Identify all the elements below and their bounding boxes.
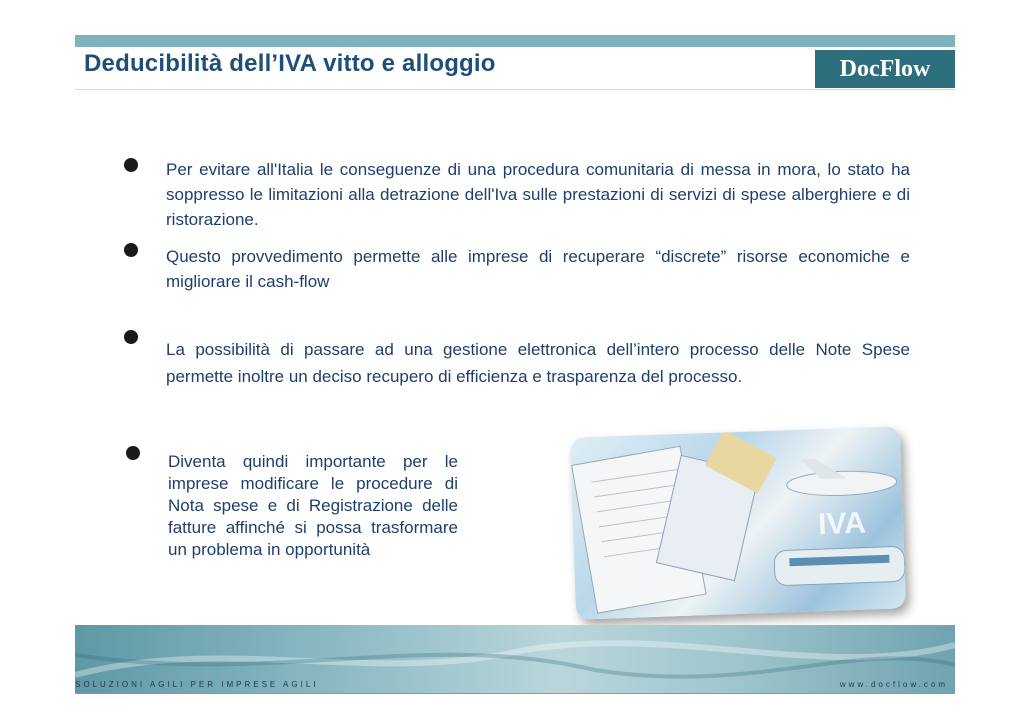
bullet-dot-1 <box>124 158 138 172</box>
header-accent-bar <box>75 35 955 47</box>
bullet-text-2: Questo provvedimento permette alle imprese di recuperare “discrete” risorse economiche e migliorare il cash-flow <box>166 247 910 291</box>
docflow-logo: DocFlow <box>815 50 955 88</box>
footer-divider <box>75 693 955 694</box>
page-title: Deducibilità dell’IVA vitto e alloggio <box>84 50 496 77</box>
iva-watermark: IVA <box>817 506 867 542</box>
footer-tagline: SOLUZIONI AGILI PER IMPRESE AGILI <box>75 680 319 689</box>
bullet-dot-4 <box>126 446 140 460</box>
expense-collage-image <box>570 426 906 619</box>
collage-illustration <box>570 426 906 619</box>
bullet-text-1: Per evitare all'Italia le conseguenze di una procedura comunitaria di messa in mora, lo stato ha soppresso le limitazioni alla detrazione dell'Iva sulle prestazioni di servizi di spese alberghiere e di ristorazione. <box>166 160 910 229</box>
bullet-dot-2 <box>124 243 138 257</box>
bullet-dot-3 <box>124 330 138 344</box>
title-divider <box>75 89 955 90</box>
bullet-text-3: La possibilità di passare ad una gestione elettronica dell’intero processo delle Note Spese permette inoltre un deciso recupero di efficienza e trasparenza del processo. <box>166 340 910 386</box>
bullet-text-4: Diventa quindi importante per le imprese modificare le procedure di Nota spese e di Registrazione delle fatture affinché si possa trasformare un problema in opportunità <box>168 452 458 559</box>
footer-website: www.docflow.com <box>839 680 948 689</box>
